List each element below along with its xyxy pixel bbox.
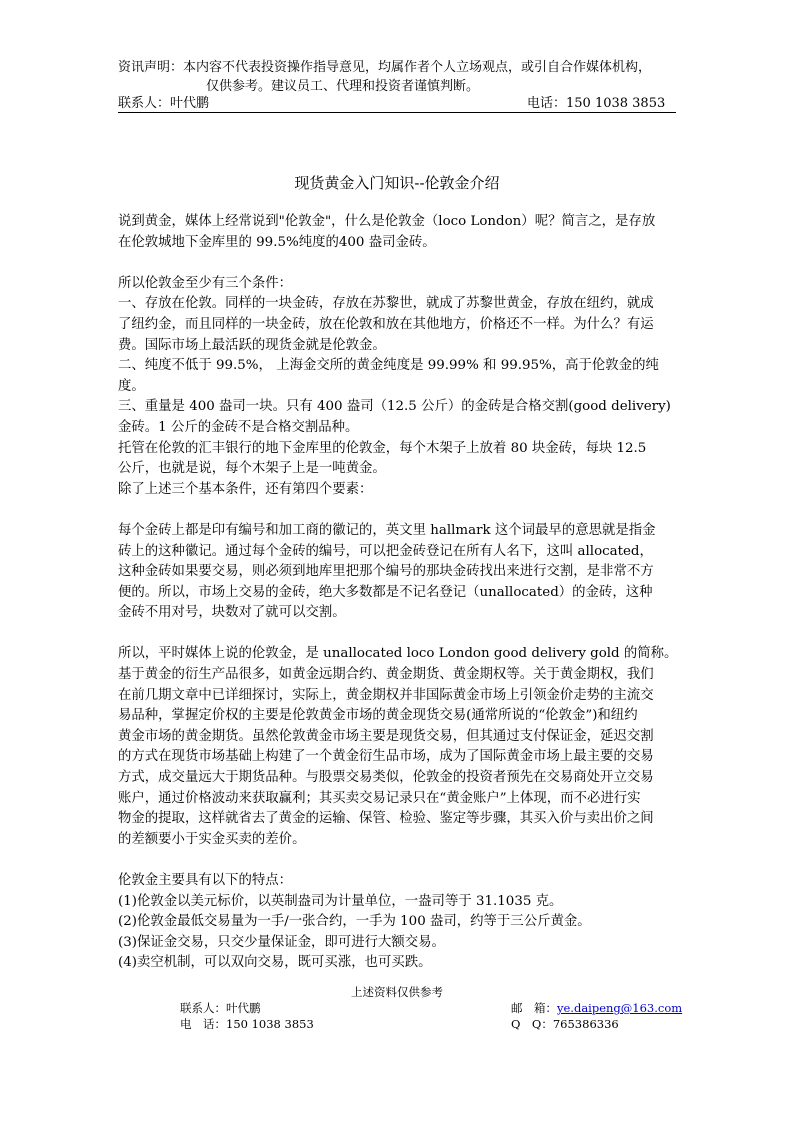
list-item: (1)伦敦金以美元标价，以英制盎司为计量单位，一盎司等于 31.1035 克。 bbox=[118, 893, 563, 909]
text-line: 说到黄金，媒体上经常说到"伦敦金"，什么是伦敦金（loco London）呢？简言之，是存放 bbox=[118, 214, 656, 229]
text-line: 托管在伦敦的汇丰银行的地下金库里的伦敦金，每个木架子上放着 80 块金砖，每块 12.5 bbox=[118, 440, 647, 456]
conditions-paragraph bbox=[118, 274, 678, 501]
text-line: 所以，平时媒体上说的伦敦金，是 unallocated loco London good delivery gold 的简称。 bbox=[118, 646, 678, 662]
text-line: 黄金市场的黄金期货。虽然伦敦黄金市场主要是现货交易，但其通过支付保证金，延迟交割 bbox=[118, 728, 654, 744]
text-line: 二、纯度不低于 99.5%， 上海金交所的黄金纯度是 99.99% 和 99.95%，高于伦敦金的纯度。 bbox=[118, 358, 659, 394]
disclaimer-line-1: 资讯声明：本内容不代表投资操作指导意见，均属作者个人立场观点，或引自合作媒体机构， bbox=[118, 60, 652, 75]
text-line: 每个金砖上都是印有编号和加工商的徽记的，英文里 hallmark 这个词最早的意思就是指金 bbox=[118, 522, 656, 538]
features-list bbox=[118, 871, 678, 974]
text-line: 这种金砖如果要交易，则必须到地库里把那个编号的那块金砖找出来进行交割，是非常不方 bbox=[118, 564, 654, 580]
article-body bbox=[118, 212, 678, 974]
footer-phone: 电 话：150 1038 3853 bbox=[180, 1017, 314, 1031]
list-item: (3)保证金交易，只交少量保证金，即可进行大额交易。 bbox=[118, 934, 445, 950]
disclaimer-line-2: 仅供参考。建议员工、代理和投资者谨慎判断。 bbox=[206, 79, 480, 94]
header-phone: 电话：150 1038 3853 bbox=[527, 96, 666, 111]
intro-paragraph bbox=[118, 212, 678, 253]
derivatives-paragraph bbox=[118, 644, 678, 850]
text-line: 的方式在现货市场基础上构建了一个黄金衍生品市场，成为了国际黄金市场上最主要的交易 bbox=[118, 749, 654, 765]
list-item: 伦敦金主要具有以下的特点： bbox=[118, 873, 293, 888]
page-title: 现货黄金入门知识--伦敦金介绍 bbox=[294, 174, 500, 192]
footer-note: 上述资料仅供参考 bbox=[351, 985, 443, 999]
text-line: 在前几期文章中已详细探讨，实际上，黄金期权并非国际黄金市场上引领金价走势的主流交 bbox=[118, 687, 654, 703]
text-line: 所以伦敦金至少有三个条件： bbox=[118, 275, 293, 291]
header-contact: 联系人：叶代鹏 bbox=[118, 96, 210, 111]
footer-qq: Q Q：765386336 bbox=[511, 1017, 619, 1031]
text-line: 一、存放在伦敦。同样的一块金砖，存放在苏黎世，就成了苏黎世黄金，存放在纽约，就成 bbox=[118, 296, 654, 312]
text-line: 的差额要小于实金买卖的差价。 bbox=[118, 831, 306, 847]
footer-email-label: 邮 箱： bbox=[511, 1001, 557, 1015]
footer-email-row bbox=[511, 1000, 682, 1016]
text-line: 方式，成交量远大于期货品种。与股票交易类似，伦敦金的投资者预先在交易商处开立交易 bbox=[118, 770, 654, 786]
text-line: 在伦敦城地下金库里的 99.5%纯度的400 盎司金砖。 bbox=[118, 234, 436, 250]
text-line: 金砖。1 公斤的金砖不是合格交割品种。 bbox=[118, 419, 359, 435]
email-link[interactable]: ye.daipeng@163.com bbox=[557, 1001, 683, 1015]
footer-contact: 联系人：叶代鹏 bbox=[180, 1001, 261, 1015]
text-line: 物金的提取，这样就省去了黄金的运输、保管、检验、鉴定等步骤，其买入价与卖出价之间 bbox=[118, 811, 654, 827]
text-line: 三、重量是 400 盎司一块。只有 400 盎司（12.5 公斤）的金砖是合格交割(good delivery) bbox=[118, 399, 671, 415]
list-item: (2)伦敦金最低交易量为一手/一张合约，一手为 100 盎司，约等于三公斤黄金。 bbox=[118, 914, 591, 930]
text-line: 金砖不用对号，块数对了就可以交割。 bbox=[118, 605, 346, 621]
text-line: 易品种，掌握定价权的主要是伦敦黄金市场的黄金现货交易(通常所说的“伦敦金”)和纽约 bbox=[118, 708, 638, 724]
text-line: 了纽约金，而且同样的一块金砖，放在伦敦和放在其他地方，价格还不一样。为什么？有运 bbox=[118, 316, 654, 332]
text-line: 除了上述三个基本条件，还有第四个要素： bbox=[118, 481, 373, 497]
text-line: 账户，通过价格波动来获取赢利；其买卖交易记录只在“黄金账户”上体现，而不必进行实 bbox=[118, 790, 641, 806]
text-line: 费。国际市场上最活跃的现货金就是伦敦金。 bbox=[118, 337, 386, 353]
text-line: 便的。所以，市场上交易的金砖，绝大多数都是不记名登记（unallocated）的金砖，这种 bbox=[118, 584, 653, 600]
text-line: 基于黄金的衍生产品很多，如黄金远期合约、黄金期货、黄金期权等。关于黄金期权，我们 bbox=[118, 667, 654, 683]
list-item: (4)卖空机制，可以双向交易，既可买涨，也可买跌。 bbox=[118, 955, 432, 971]
text-line: 砖上的这种徽记。通过每个金砖的编号，可以把金砖登记在所有人名下，这叫 allocated， bbox=[118, 543, 653, 559]
text-line: 公斤，也就是说，每个木架子上是一吨黄金。 bbox=[118, 461, 386, 477]
header-divider bbox=[118, 112, 676, 113]
hallmark-paragraph bbox=[118, 521, 678, 624]
